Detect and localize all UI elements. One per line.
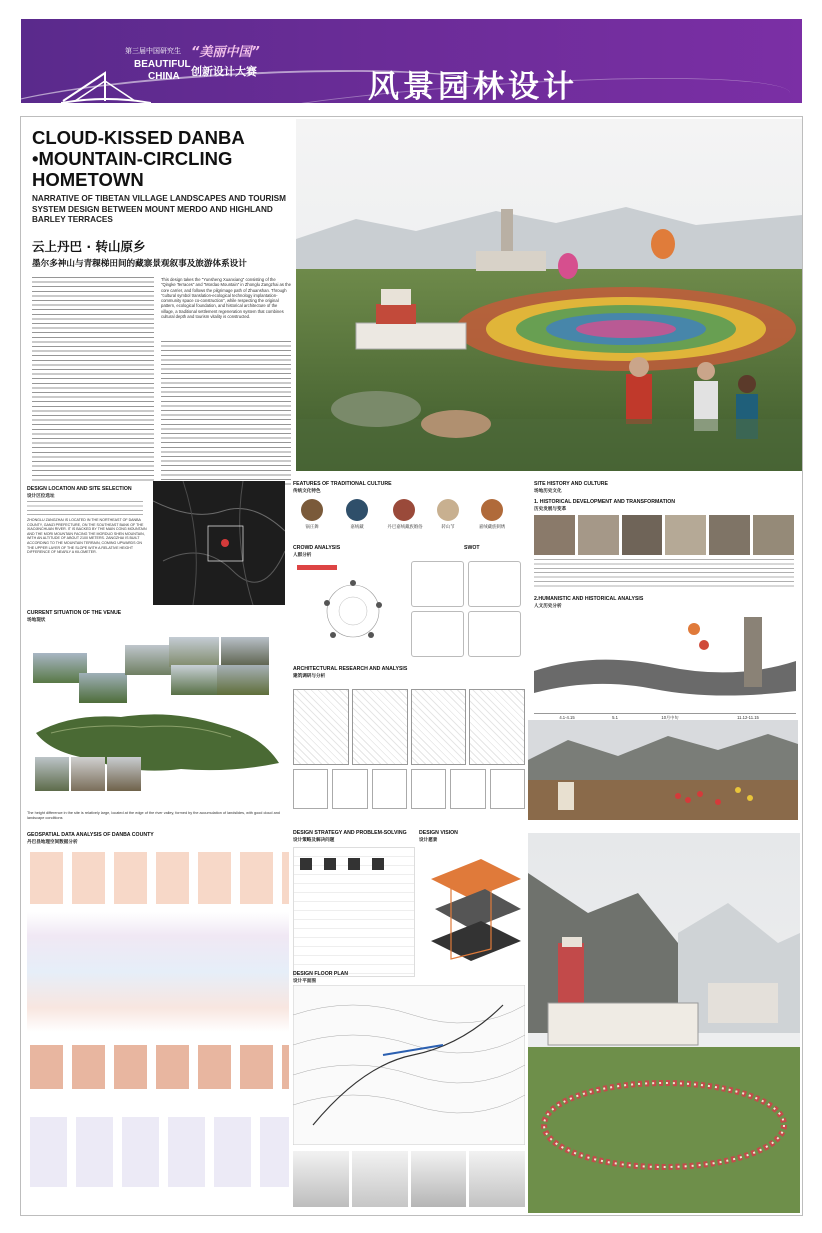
history-sub-1-cn: 历史发展与变革 (534, 507, 567, 512)
geo-heading: GEOSPATIAL DATA ANALYSIS OF DANBA COUNTY (27, 832, 154, 838)
hero-rendering (296, 119, 802, 471)
section-sketch-4 (469, 1151, 525, 1207)
village-photo-2 (71, 757, 105, 791)
arch-detail-4 (411, 769, 446, 809)
floor-plan (293, 985, 525, 1145)
arch-detail-1 (293, 769, 328, 809)
village-photo-1 (35, 757, 69, 791)
history-heading: SITE HISTORY AND CULTURE (534, 481, 608, 487)
arch-plan-1 (293, 689, 349, 765)
site-photo-4 (169, 637, 219, 667)
section-sketch-3 (411, 1151, 467, 1207)
history-photo-2 (578, 515, 619, 555)
feature-circle-1 (301, 499, 323, 521)
geo-line-chart (27, 912, 289, 1032)
poster-title-en: CLOUD-KISSED DANBA •MOUNTAIN-CIRCLING HOMETOWN (32, 127, 245, 190)
feature-label-1: 锅庄舞 (305, 525, 319, 530)
feature-label-2: 嘉绒藏 (350, 525, 364, 530)
vision-heading: DESIGN VISION (419, 830, 458, 836)
strategy-node-3 (348, 858, 360, 870)
feature-label-5: 嘉绒藏族刺绣 (478, 525, 506, 530)
header-banner (21, 19, 802, 103)
bridge-logo-icon (61, 67, 151, 103)
swot-grid (411, 561, 521, 657)
village-photo-3 (107, 757, 141, 791)
feature-circle-5 (481, 499, 503, 521)
floor-heading-cn: 设计平面图 (293, 979, 316, 984)
feature-circle-3 (393, 499, 415, 521)
timeline-item-3: 10月中旬 (661, 715, 679, 720)
history-photos (534, 515, 794, 555)
brand-name-cn: “美丽中国” (191, 45, 260, 60)
intro-text-en-cont (161, 341, 291, 485)
history-photo-4 (665, 515, 706, 555)
history-sub-2-cn: 人文历史分析 (534, 604, 562, 609)
poster-subtitle-en: NARRATIVE OF TIBETAN VILLAGE LANDSCAPES AND TOURISM SYSTEM DESIGN BETWEEN MOUNT MERDO AND HIGHLAND BARLEY TERRACES (32, 194, 286, 224)
section-sketch-2 (352, 1151, 408, 1207)
brand-name-en-1: BEAUTIFUL (134, 59, 191, 70)
arch-heading: ARCHITECTURAL RESEARCH AND ANALYSIS (293, 666, 408, 672)
strategy-heading-cn: 设计策略及解决问题 (293, 838, 335, 843)
features-heading-cn: 传统文化特色 (293, 489, 321, 494)
history-text (534, 559, 794, 589)
geo-map-grid-3 (27, 1117, 289, 1187)
section-drawings (293, 1151, 525, 1207)
vision-axonometric (421, 849, 525, 969)
current-heading: CURRENT SITUATION OF THE VENUE (27, 610, 122, 616)
history-photo-6 (753, 515, 794, 555)
location-heading: DESIGN LOCATION AND SITE SELECTION (27, 486, 132, 492)
arch-detail-6 (490, 769, 525, 809)
feature-circle-4 (437, 499, 459, 521)
feature-label-3: 丹巴嘉绒藏族婚俗 (387, 525, 423, 530)
strategy-diagram (293, 847, 415, 977)
intro-text-cn (32, 277, 154, 483)
village-rendering (528, 833, 800, 1213)
section-sketch-1 (293, 1151, 349, 1207)
arch-detail-2 (332, 769, 367, 809)
arch-detail-3 (372, 769, 407, 809)
site-photo-6 (171, 665, 219, 695)
crowd-heading: CROWD ANALYSIS (293, 545, 341, 551)
crowd-diagram (293, 559, 413, 657)
current-note: The height difference in the site is relatively large, located at the edge of the river valley, formed by the accumulation of landslides, with good cloud and landscape conditions (27, 811, 280, 821)
feature-circle-2 (346, 499, 368, 521)
strategy-node-2 (324, 858, 336, 870)
arch-plan-2 (352, 689, 408, 765)
timeline-item-4: 11.12-11.15 (737, 715, 759, 720)
contest-edition-label: 第三届中国研究生 (125, 48, 181, 55)
geo-map-grid-2 (27, 1045, 289, 1089)
arch-plans (293, 689, 525, 765)
swot-opportunities (411, 611, 464, 657)
location-map (153, 481, 285, 605)
culture-landscape-collage (528, 720, 798, 820)
timeline-item-2: 5.1 (612, 715, 618, 720)
geo-heading-cn: 丹巴县地理空间数据分析 (27, 840, 78, 845)
history-heading-cn: 场地历史文化 (534, 489, 562, 494)
site-photo-7 (217, 665, 269, 695)
arch-plan-4 (469, 689, 525, 765)
crowd-heading-cn: 人群分析 (293, 553, 312, 558)
swot-threats (468, 611, 521, 657)
site-photo-5 (221, 637, 269, 667)
category-title: 风景园林设计 (368, 69, 578, 103)
contest-name-cn: 创新设计大赛 (191, 65, 257, 78)
brand-name-en-2: CHINA (148, 71, 180, 82)
history-sub-1: 1. HISTORICAL DEVELOPMENT AND TRANSFORMATION (534, 499, 676, 505)
location-heading-cn: 设计区位选址 (27, 494, 55, 499)
strategy-heading: DESIGN STRATEGY AND PROBLEM-SOLVING (293, 830, 407, 836)
arch-detail-5 (450, 769, 485, 809)
history-photo-1 (534, 515, 575, 555)
intro-text-en: This design takes the "Yunsheng Xuanxiang" consisting of the "Qingke Terraces" and "Mordao Mountain" in Zhonglu Zangzhai as the core carrier, and follows the pilgrimage path of Zhuanshan. Through "cultural symbol translation-ecological technology implantation-community space co-construction", while respecting the original pattern, ecological foundation, and historical architecture of the village, a traditional settlement regeneration system that combines cultural depth and tourism vitality is constructed. (161, 277, 291, 320)
site-photo-3 (125, 645, 173, 675)
floor-heading: DESIGN FLOOR PLAN (293, 971, 349, 977)
poster-subtitle-cn: 墨尔多神山与青稞梯田间的藏寨景观叙事及旅游体系设计 (32, 259, 247, 269)
swot-strengths (411, 561, 464, 607)
humanistic-collage (534, 611, 796, 711)
arch-plan-3 (411, 689, 467, 765)
poster-title-cn: 云上丹巴 · 转山原乡 (32, 239, 146, 254)
strategy-node-1 (300, 858, 312, 870)
arch-details (293, 769, 525, 809)
feature-label-4: 转山节 (441, 525, 455, 530)
geo-map-grid-1 (27, 852, 289, 904)
strategy-node-4 (372, 858, 384, 870)
features-heading: FEATURES OF TRADITIONAL CULTURE (293, 481, 392, 487)
swot-weaknesses (468, 561, 521, 607)
swot-heading: SWOT (464, 545, 480, 551)
history-photo-3 (622, 515, 663, 555)
current-heading-cn: 场地现状 (27, 618, 46, 623)
location-text-cn (27, 501, 143, 515)
location-text-en: ZHONGLU ZANGZHAI IS LOCATED IN THE NORTHEAST OF DANBA COUNTY, GANZI PREFECTURE, ON THE SOUTHEAST BANK OF THE XIAOJINCHUAN RIVER. IT IS BACKED BY THE MAIN CONG MOUNTAIN AND THE MORI MOUNTAIN FACING THE MORDUO SHEN MOUNTAIN, WITH AN ALTITUDE OF ABOUT 2100 METERS. ZANGZHAI IS BUILT ACCORDING TO THE MOUNTAIN TERRAIN, COMING UPWARDS ON THE UPPER LAYER OF THE SLOPE WITH A RELATIVE HEIGHT DIFFERENCE OF NEARLY A KILOMETER. (27, 518, 147, 555)
history-sub-2: 2.HUMANISTIC AND HISTORICAL ANALYSIS (534, 596, 644, 602)
site-photo-2 (79, 673, 127, 703)
history-photo-5 (709, 515, 750, 555)
vision-heading-cn: 设计愿景 (419, 838, 438, 843)
timeline-item-1: 4.1-4.15 (559, 715, 575, 720)
design-poster (20, 116, 803, 1216)
arch-heading-cn: 建筑调研与分析 (293, 674, 326, 679)
